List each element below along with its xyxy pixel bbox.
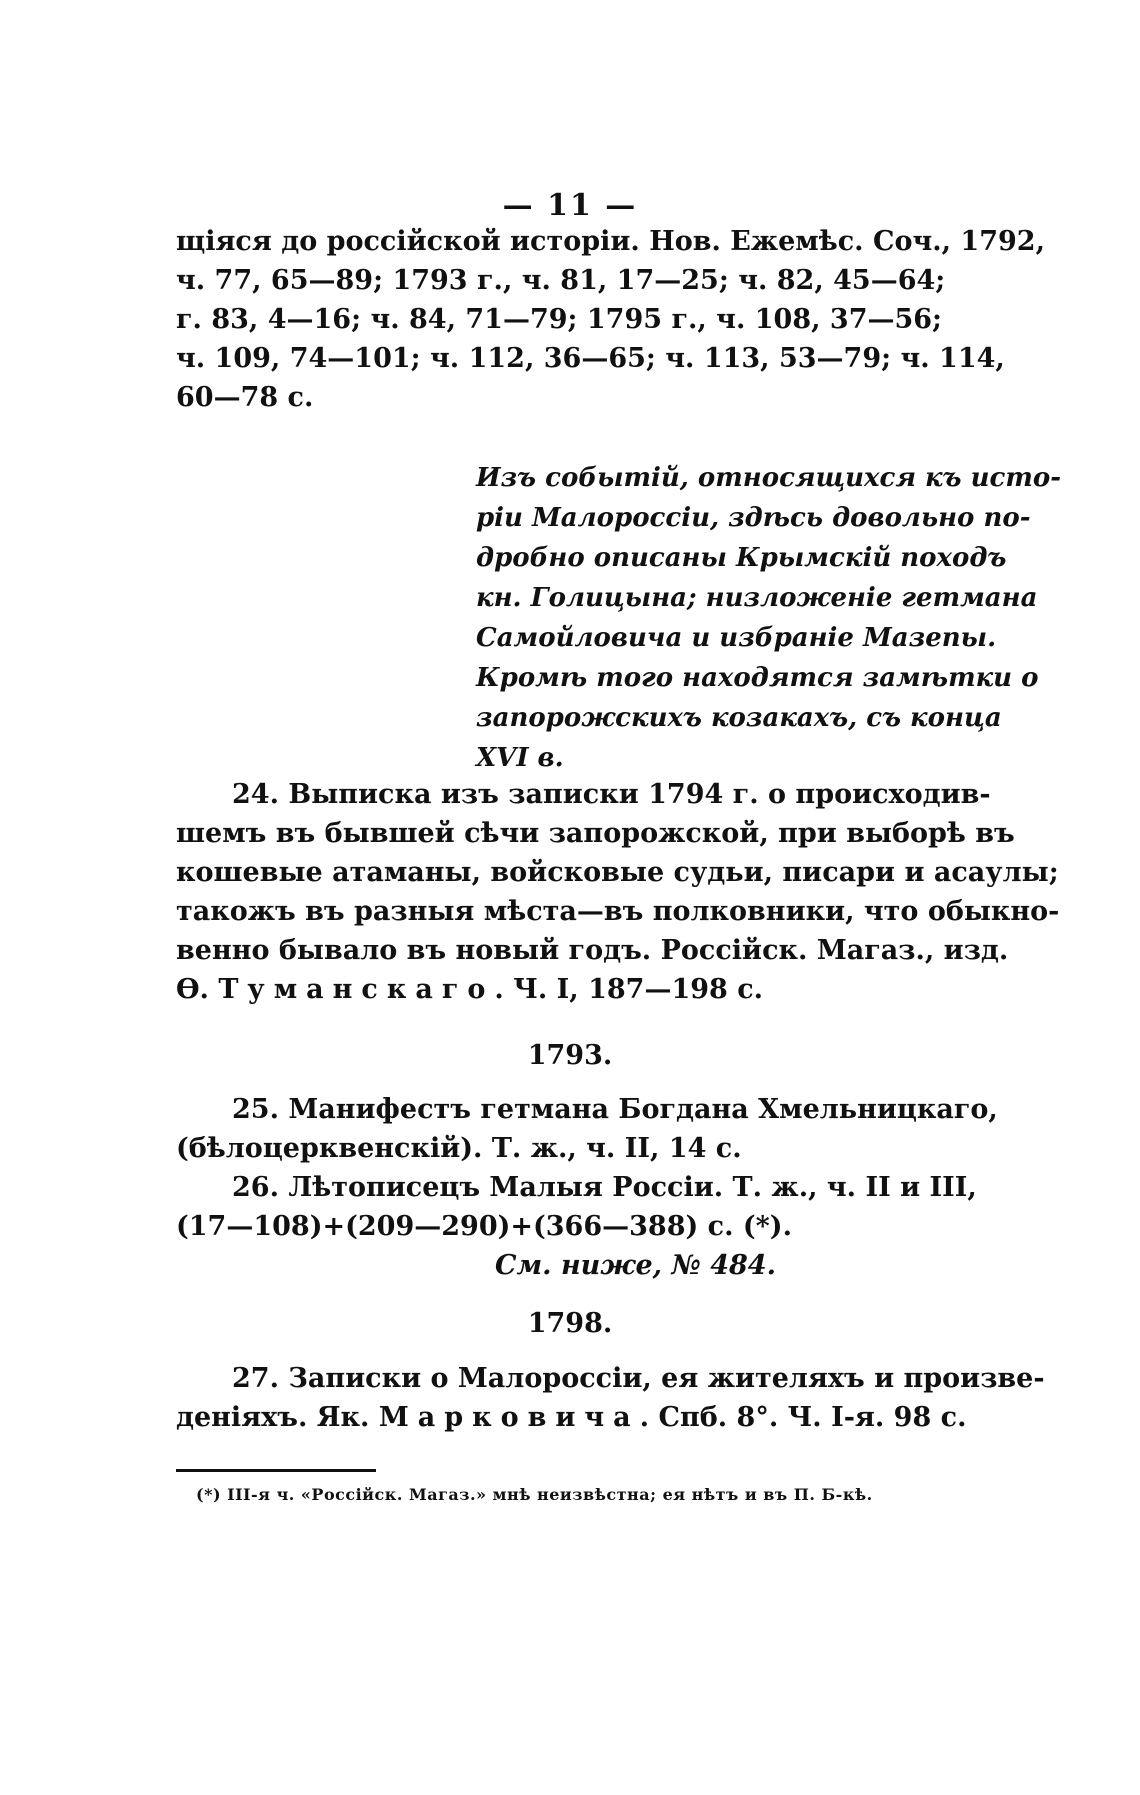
entry-23-continued — [176, 222, 1045, 417]
entry-27 — [176, 1359, 1045, 1437]
text-line: (бѣлоцерквенскій). Т. ж., ч. II, 14 с. — [176, 1133, 742, 1164]
entry-26 — [176, 1168, 977, 1246]
page-number: — 11 — — [502, 188, 638, 223]
year-heading-1798: 1798. — [527, 1308, 613, 1339]
text-fragment: деніяхъ. Як. — [176, 1402, 379, 1433]
footnote-divider — [176, 1469, 376, 1472]
text-line: 27. Записки о Малороссіи, ея жителяхъ и произве- — [232, 1363, 1045, 1394]
text-line: г. 83, 4—16; ч. 84, 71—79; 1795 г., ч. 108, 37—56; — [176, 304, 943, 335]
year-heading-1793: 1793. — [527, 1040, 613, 1071]
entry-23-annotation — [476, 458, 1061, 778]
text-line: щіяся до россійской исторіи. Нов. Ежемѣс. Соч., 1792, — [176, 226, 1045, 257]
text-line: кошевые атаманы, войсковые судьи, писари и асаулы; — [176, 857, 1059, 888]
text-line: 60—78 с. — [176, 382, 314, 413]
text-fragment: Ѳ. — [176, 974, 219, 1005]
footnote: (*) III-я ч. «Россійск. Магаз.» мнѣ неизвѣстна; ея нѣтъ и въ П. Б-кѣ. — [196, 1485, 873, 1504]
note-line: запорожскихъ козакахъ, съ конца — [476, 703, 1002, 733]
entry-24 — [176, 775, 1060, 1009]
text-line: 25. Манифестъ гетмана Богдана Хмельницкаго, — [232, 1094, 998, 1125]
note-line: кн. Голицына; низложеніе гетмана — [476, 583, 1038, 613]
cross-reference: См. ниже, № 484. — [494, 1250, 776, 1281]
note-line: Изъ событій, относящихся къ исто- — [476, 463, 1061, 493]
text-line: 26. Лѣтописецъ Малыя Россіи. Т. ж., ч. II и III, — [232, 1172, 977, 1203]
text-line: ч. 109, 74—101; ч. 112, 36—65; ч. 113, 53—79; ч. 114, — [176, 343, 1005, 374]
note-line: ріи Малороссіи, здѣсь довольно по- — [476, 503, 1031, 533]
text-line: 24. Выписка изъ записки 1794 г. о происходив- — [232, 779, 991, 810]
note-line: дробно описаны Крымскій походъ — [476, 543, 1007, 573]
note-line: XVI в. — [476, 743, 564, 773]
text-fragment: . Ч. I, 187—198 с. — [494, 974, 764, 1005]
text-line — [176, 970, 936, 1009]
text-line: шемъ въ бывшей сѣчи запорожской, при выборѣ въ — [176, 818, 1015, 849]
entry-25 — [176, 1090, 998, 1168]
text-fragment: . Спб. 8°. Ч. І-я. 98 с. — [639, 1402, 967, 1433]
text-line — [176, 1398, 967, 1437]
text-line: ч. 77, 65—89; 1793 г., ч. 81, 17—25; ч. 82, 45—64; — [176, 265, 946, 296]
note-line: Самойловича и избраніе Мазепы. — [476, 623, 997, 653]
spaced-name: Туманскаго — [218, 974, 495, 1005]
text-line: венно бывало въ новый годъ. Россійск. Магаз., изд. — [176, 935, 1009, 966]
spaced-name: Марковича — [378, 1402, 640, 1433]
note-line: Кромѣ того находятся замѣтки о — [476, 663, 1039, 693]
text-line: (17—108)+(209—290)+(366—388) с. (*). — [176, 1211, 792, 1242]
text-line: такожъ въ разныя мѣста—въ полковники, что обыкно- — [176, 896, 1060, 927]
